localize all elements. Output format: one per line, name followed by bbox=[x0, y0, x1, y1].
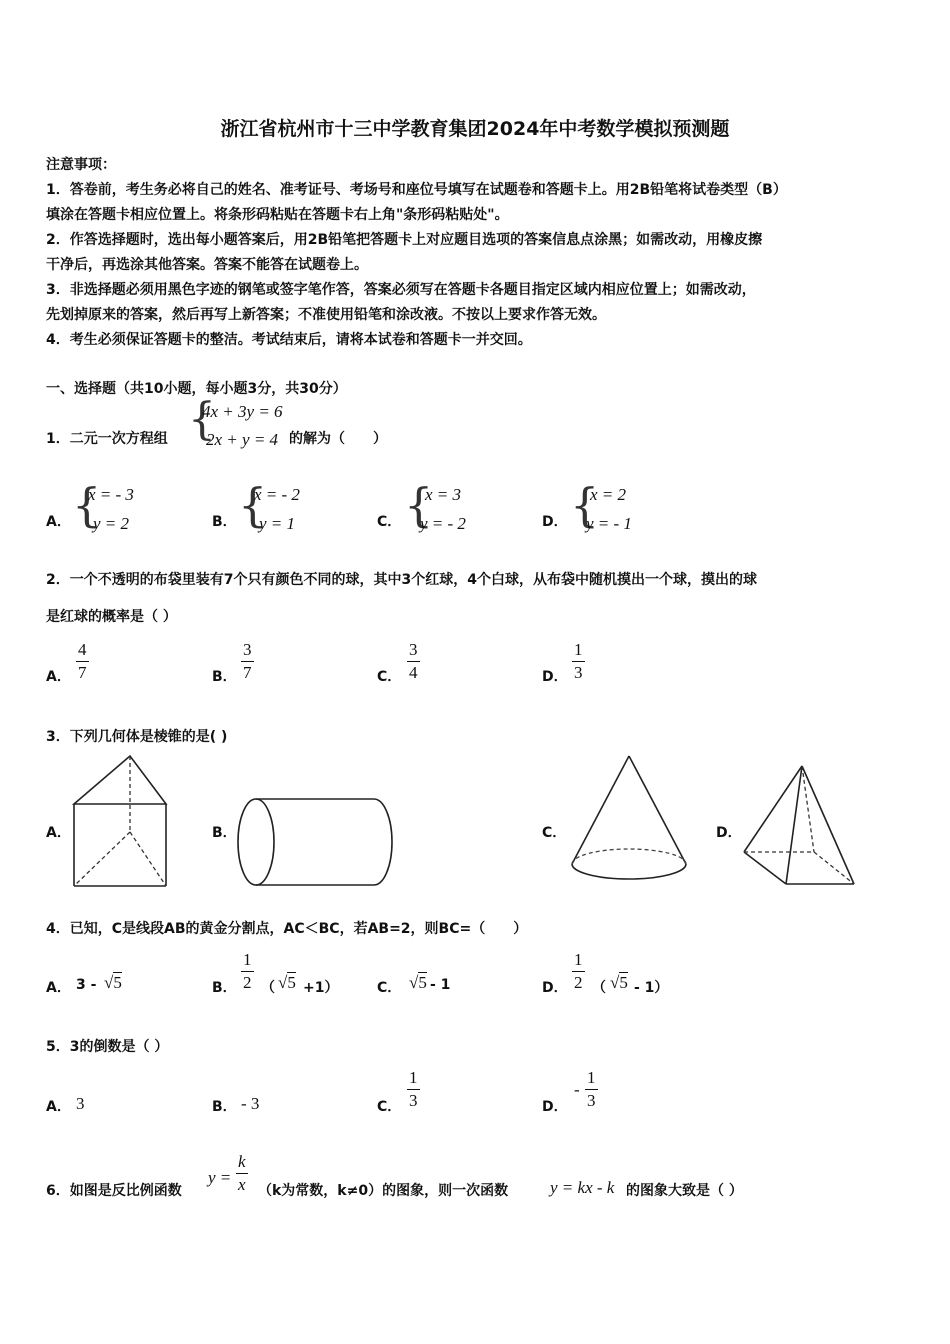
question-6-suffix: 的图象大致是（ ） bbox=[626, 1183, 743, 1199]
notice-heading: 注意事项： bbox=[46, 157, 116, 173]
option-label: A． bbox=[46, 825, 71, 841]
sqrt-expression: √5 bbox=[278, 973, 296, 992]
sqrt-icon: √ bbox=[278, 973, 288, 992]
question-1-suffix: 的解为（ ） bbox=[289, 431, 387, 447]
option-c-tail: - 1 bbox=[430, 977, 451, 993]
option-c-line-2: y = - 2 bbox=[420, 514, 466, 533]
sqrt-expression: √5 bbox=[104, 973, 122, 992]
option-label: D． bbox=[542, 669, 568, 685]
sqrt-icon: √ bbox=[409, 973, 419, 992]
notice-line: 干净后，再选涂其他答案。答案不能答在试题卷上。 bbox=[46, 257, 368, 273]
option-label: B． bbox=[212, 669, 237, 685]
fraction: 1 2 bbox=[574, 950, 583, 992]
brace-icon: { bbox=[404, 478, 434, 532]
brace-icon: { bbox=[72, 478, 102, 532]
fraction: 3 4 bbox=[409, 640, 418, 682]
question-2-line-1: 2．一个不透明的布袋里装有7个只有颜色不同的球，其中3个红球，4个白球，从布袋中随机摸出一个球，摸出的球 bbox=[46, 572, 757, 588]
sqrt-expression: √5 bbox=[610, 973, 628, 992]
cylinder-figure bbox=[236, 796, 394, 892]
question-5-text: 5．3的倒数是（ ） bbox=[46, 1039, 169, 1055]
fraction: k x bbox=[238, 1152, 246, 1194]
question-6-prefix: 6．如图是反比例函数 bbox=[46, 1183, 182, 1199]
option-label: C． bbox=[377, 514, 402, 530]
brace-icon: { bbox=[188, 394, 216, 445]
option-label: A． bbox=[46, 514, 71, 530]
option-b-value: - 3 bbox=[241, 1094, 260, 1113]
option-a-value: 3 bbox=[76, 1094, 85, 1113]
question-4-text: 4．已知，C是线段AB的黄金分割点，AC＜BC，若AB=2，则BC=（ ） bbox=[46, 921, 528, 937]
paren-open: （ bbox=[261, 980, 275, 996]
notice-line: 先划掉原来的答案，然后再写上新答案；不准使用铅笔和涂改液。不按以上要求作答无效。 bbox=[46, 307, 606, 323]
option-label: C． bbox=[542, 825, 567, 841]
option-a-line-1: x = - 3 bbox=[88, 485, 134, 504]
option-label: D． bbox=[542, 980, 568, 996]
option-a-text: 3 - bbox=[76, 977, 97, 993]
fraction: 4 7 bbox=[78, 640, 87, 682]
equation-2: 2x + y = 4 bbox=[206, 430, 279, 449]
pyramid-figure bbox=[740, 762, 862, 890]
option-b-tail: +1） bbox=[303, 980, 339, 996]
option-label: B． bbox=[212, 1099, 237, 1115]
option-label: D． bbox=[542, 514, 568, 530]
option-b-line-1: x = - 2 bbox=[254, 485, 300, 504]
question-6-middle: （k为常数，k≠0）的图象，则一次函数 bbox=[258, 1183, 509, 1199]
cone-figure bbox=[568, 752, 692, 888]
option-d-tail: - 1） bbox=[634, 980, 669, 996]
fraction: 1 3 bbox=[574, 640, 583, 682]
fraction: 1 3 bbox=[587, 1068, 596, 1110]
prism-figure bbox=[68, 752, 172, 892]
sqrt-expression: √5 bbox=[409, 973, 427, 992]
option-label: A． bbox=[46, 1099, 71, 1115]
fraction: 3 7 bbox=[243, 640, 252, 682]
function-lhs: y = bbox=[208, 1168, 232, 1187]
equation-1: 4x + 3y = 6 bbox=[202, 402, 283, 421]
fraction: 1 2 bbox=[243, 950, 252, 992]
option-d-line-2: y = - 1 bbox=[586, 514, 632, 533]
option-label: C． bbox=[377, 669, 402, 685]
option-d-line-1: x = 2 bbox=[590, 485, 627, 504]
notice-line: 2．作答选择题时，选出每小题答案后，用2B铅笔把答题卡上对应题目选项的答案信息点涂黑；如需改动，用橡皮擦 bbox=[46, 232, 763, 248]
option-b-line-2: y = 1 bbox=[259, 514, 296, 533]
question-1-prefix: 1．二元一次方程组 bbox=[46, 431, 168, 447]
notice-line: 1．答卷前，考生务必将自己的姓名、准考证号、考场号和座位号填写在试题卷和答题卡上。用2B铅笔将试卷类型（B） bbox=[46, 182, 787, 198]
notice-line: 4．考生必须保证答题卡的整洁。考试结束后，请将本试卷和答题卡一并交回。 bbox=[46, 332, 532, 348]
brace-icon: { bbox=[238, 478, 268, 532]
option-label: B． bbox=[212, 514, 237, 530]
option-label: B． bbox=[212, 980, 237, 996]
minus-sign: - bbox=[574, 1080, 580, 1099]
option-label: B． bbox=[212, 825, 237, 841]
option-label: D． bbox=[542, 1099, 568, 1115]
option-label: C． bbox=[377, 980, 402, 996]
option-a-line-2: y = 2 bbox=[93, 514, 130, 533]
question-3-text: 3．下列几何体是棱锥的是( ) bbox=[46, 729, 228, 745]
notice-line: 3．非选择题必须用黑色字迹的钢笔或签字笔作答，答案必须写在答题卡各题目指定区域内相应位置上；如需改动， bbox=[46, 282, 756, 298]
paren-open: （ bbox=[592, 980, 606, 996]
sqrt-icon: √ bbox=[610, 973, 620, 992]
fraction: 1 3 bbox=[409, 1068, 418, 1110]
page-title: 浙江省杭州市十三中学教育集团2024年中考数学模拟预测题 bbox=[220, 118, 730, 140]
section-heading: 一、选择题（共10小题，每小题3分，共30分） bbox=[46, 381, 347, 397]
sqrt-icon: √ bbox=[104, 973, 114, 992]
linear-function: y = kx - k bbox=[550, 1178, 615, 1197]
question-2-line-2: 是红球的概率是（ ） bbox=[46, 609, 177, 625]
brace-icon: { bbox=[570, 478, 600, 532]
option-label: D． bbox=[716, 825, 742, 841]
notice-line: 填涂在答题卡相应位置上。将条形码粘贴在答题卡右上角"条形码粘贴处"。 bbox=[46, 207, 509, 223]
option-label: A． bbox=[46, 980, 71, 996]
option-label: A． bbox=[46, 669, 71, 685]
option-label: C． bbox=[377, 1099, 402, 1115]
option-c-line-1: x = 3 bbox=[425, 485, 462, 504]
